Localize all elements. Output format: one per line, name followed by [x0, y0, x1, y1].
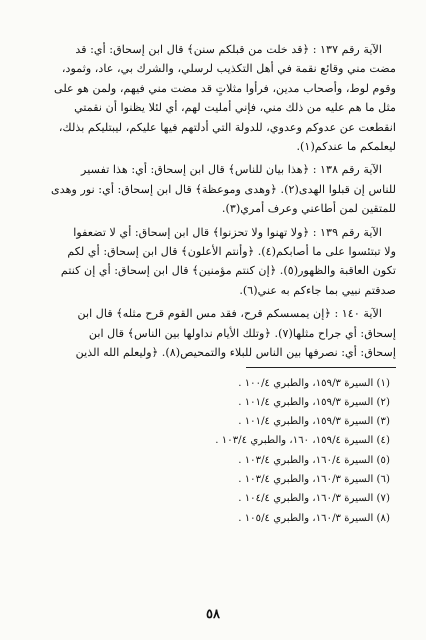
text-line: للناس إن قبلوا الهدى(٢). ﴿وهدى وموعظة﴾ قال ابن إسحاق: أي: نور وهدى [50, 182, 396, 196]
footnotes-list [24, 374, 396, 528]
paragraph-verse-139 [24, 223, 396, 301]
text-line: للمتقين لمن أطاعني وعرف أمري(٣). [221, 202, 396, 216]
footnote-item: (٨) السيرة ١٦٠/٣، والطبري ١٠٥/٤ . [238, 512, 390, 524]
footnote-item: (٤) السيرة ١٥٩/٤، ١٦٠، والطبري ١٠٣/٤ . [215, 435, 390, 447]
text-line: الآية رقم ١٣٨ : ﴿هذا بيان للناس﴾ قال ابن إسحاق: أي: هذا تفسير [81, 163, 382, 177]
text-line: مثل ما هم عليه من ذلك مني، فإني أمليت لهم، أي لئلا يظنوا أن نقمتي [74, 101, 396, 115]
footnote-item: (٥) السيرة ١٦٠/٤، والطبري ١٠٣/٤ . [238, 454, 390, 466]
text-line: وقوم لوط، وأصحاب مدين، فرأوا مثلاتٍ قد مضت مني فيهم، ولمن هو على [54, 81, 396, 95]
footnote-item: (١) السيرة ١٥٩/٣، والطبري ١٠٠/٤ . [238, 377, 390, 389]
paragraph-verse-137 [24, 40, 396, 156]
text-line: الآية ١٤٠ : ﴿إن يمسسكم قرح، فقد مس القوم قرح مثله﴾ قال ابن [77, 307, 382, 321]
text-line: الآية رقم ١٣٧ : ﴿قد خلت من قبلكم سنن﴾ قال ابن إسحاق: أي: قد [75, 43, 382, 56]
text-line: إسحاق: أي جراح مثلها(٧). ﴿وتلك الأيام نداولها بين الناس﴾ قال ابن [88, 326, 396, 340]
footnote-item: (٣) السيرة ١٥٩/٣، والطبري ١٠١/٤ . [238, 416, 390, 428]
footnote-item: (٧) السيرة ١٦٠/٣، والطبري ١٠٤/٤ . [238, 493, 390, 505]
footnote-item: (٢) السيرة ١٥٩/٣، والطبري ١٠١/٤ . [238, 396, 390, 408]
text-line: إسحاق: أي: نصرفها بين الناس للبلاء والتمحيص(٨). ﴿وليعلم الله الذين [75, 346, 396, 360]
footnote-item: (٦) السيرة ١٦٠/٣، والطبري ١٠٣/٤ . [238, 473, 390, 485]
paragraph-verse-138 [24, 160, 396, 218]
text-line: مضت مني وقائع نقمة في أهل التكذيب لرسلي، والشرك بي، عاد، وثمود، [61, 62, 396, 76]
text-line: الآية رقم ١٣٩ : ﴿ولا تهنوا ولا تحزنوا﴾ قال ابن إسحاق: أي لا تضعفوا [73, 225, 382, 239]
paragraph-verse-140 [24, 304, 396, 362]
text-line: صدقتم نبيي بما جاءكم به عني(٦). [239, 283, 396, 297]
text-line: انقطعت عن عدوكم وعدوي، للدولة التي أدلتهم فيها عليكم، ليبتليكم بذلك، [58, 120, 396, 134]
page-number: ٥٨ [206, 607, 220, 622]
footnote-separator [246, 367, 396, 368]
text-line: تكون العاقبة والظهور(٥). ﴿إن كنتم مؤمنين﴾ قال ابن إسحاق: أي إن كنتم [60, 264, 396, 278]
text-line: ليعلمكم ما عندكم(١). [296, 140, 396, 154]
text-line: ولا تبتئسوا على ما أصابكم(٤). ﴿وأنتم الأعلون﴾ قال ابن إسحاق: أي لكم [67, 245, 396, 259]
